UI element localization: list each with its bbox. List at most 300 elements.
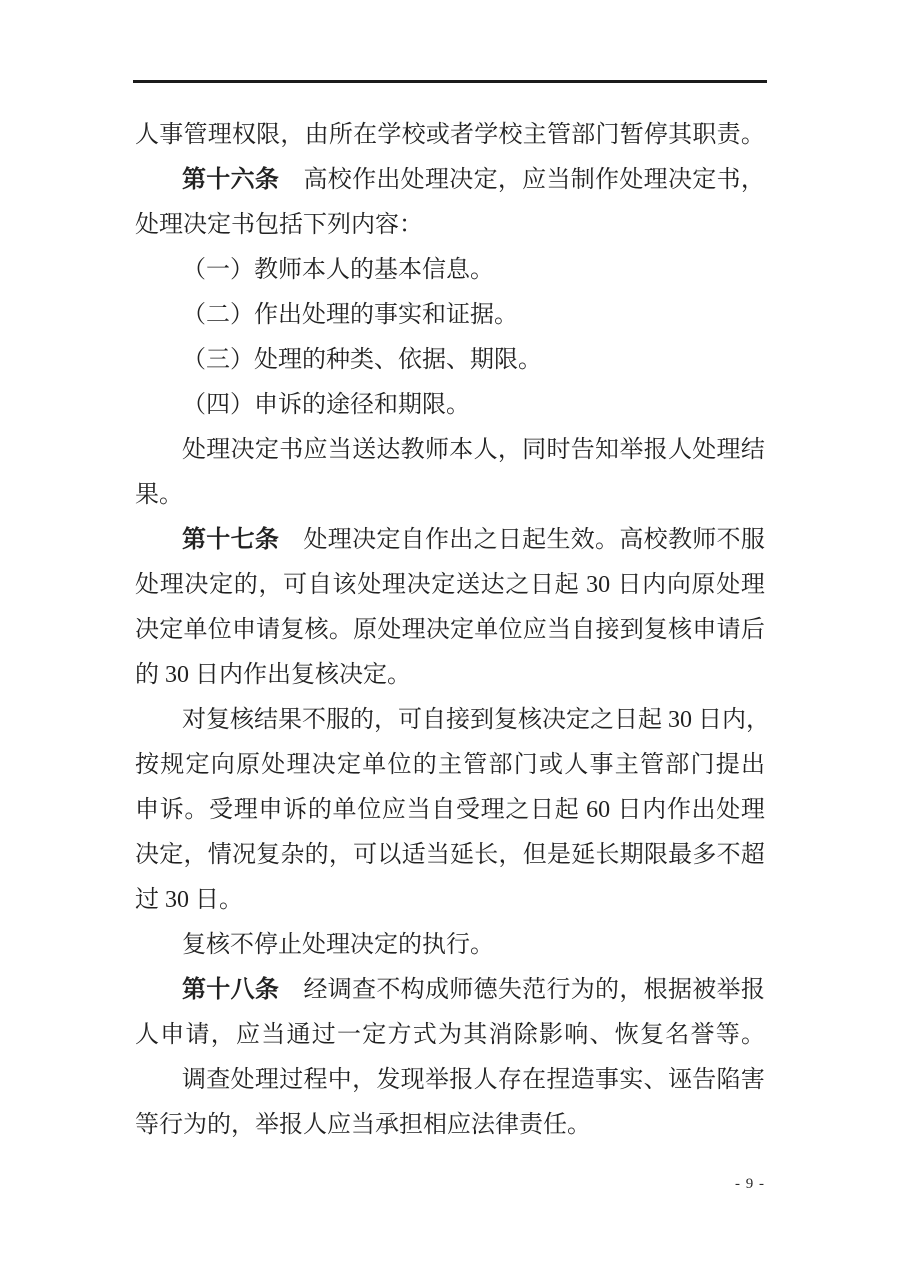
- body-char: 复: [256, 842, 281, 868]
- body-char: 等: [715, 1022, 740, 1048]
- body-char: 理: [207, 122, 232, 148]
- body-char: 单: [332, 797, 357, 823]
- body-char: 报: [449, 1067, 474, 1093]
- body-char: 定: [159, 842, 184, 868]
- body-char: ，: [619, 977, 644, 1003]
- body-char: 学: [377, 122, 402, 148]
- body-char: 定: [209, 572, 234, 598]
- body-char: 主: [522, 122, 547, 148]
- body-char: 日: [617, 797, 642, 823]
- body-char: 理: [233, 797, 258, 823]
- body-char: 人: [135, 122, 159, 148]
- body-char: 原: [353, 617, 378, 643]
- body-char: 日: [617, 572, 642, 598]
- body-char: 后: [740, 617, 765, 643]
- body-char: 决: [542, 707, 566, 733]
- body-char: 定: [692, 167, 717, 193]
- body-char: 师: [449, 977, 474, 1003]
- body-char: 向: [666, 572, 691, 598]
- body-char: 单: [474, 617, 499, 643]
- body-char: 决: [135, 617, 159, 643]
- body-char: 申: [135, 797, 159, 823]
- body-char: 职: [692, 122, 717, 148]
- body-char: 结: [254, 707, 278, 733]
- body-char: 限: [256, 122, 281, 148]
- body-char: 誉: [690, 1022, 715, 1048]
- body-char: 处: [261, 752, 286, 778]
- body-char: 当: [261, 1022, 286, 1048]
- body-char: 不: [716, 842, 741, 868]
- body-char: 申: [692, 617, 717, 643]
- body-char: 情: [207, 842, 232, 868]
- body-char: 门: [595, 122, 620, 148]
- body-char: 的: [350, 707, 374, 733]
- body-char: 决: [406, 572, 431, 598]
- body-char: 处: [400, 167, 425, 193]
- body-char: 定: [337, 752, 361, 778]
- body-char: 陷: [716, 1067, 741, 1093]
- body-char: 过: [279, 1067, 304, 1093]
- body-char: 单: [183, 617, 208, 643]
- body-char: 过: [311, 1022, 336, 1048]
- body-char: 服: [326, 707, 350, 733]
- body-char: 多: [692, 842, 717, 868]
- body-char: 自: [307, 572, 332, 598]
- body-char: 生: [546, 527, 571, 553]
- body-char: 知: [595, 437, 620, 463]
- body-char: 内: [642, 572, 667, 598]
- header-rule: [133, 80, 767, 83]
- text-line: [135, 1058, 765, 1103]
- body-char: 消: [488, 1022, 513, 1048]
- body-char: 当: [327, 437, 352, 463]
- body-char: 理: [740, 797, 765, 823]
- body-char: 、: [643, 1067, 668, 1093]
- body-char: 原: [236, 752, 260, 778]
- text-line: [135, 293, 765, 338]
- body-text: （一）教师本人的基本信息。: [182, 257, 494, 283]
- text-line: [135, 923, 765, 968]
- body-char: 责: [716, 122, 741, 148]
- body-char: 30: [586, 572, 611, 598]
- body-char: 或: [539, 752, 563, 778]
- body-char: 服: [740, 527, 765, 553]
- body-char: 处: [230, 1067, 255, 1093]
- body-char: 请: [185, 1022, 210, 1048]
- body-char: 或: [425, 122, 450, 148]
- text-line: [135, 158, 765, 203]
- body-char: 者: [450, 122, 475, 148]
- body-char: 单: [362, 752, 387, 778]
- body-char: 的: [307, 797, 332, 823]
- body-char: 方: [387, 1022, 412, 1048]
- body-char: 根: [643, 977, 668, 1003]
- body-char: 理: [286, 752, 311, 778]
- page-number: - 9 -: [735, 1176, 765, 1192]
- article-heading-char: 条: [254, 977, 279, 1003]
- body-char: 被: [692, 977, 717, 1003]
- body-char: 不: [376, 977, 401, 1003]
- body-char: 存: [497, 1067, 522, 1093]
- body-text: 过 30 日。: [135, 887, 243, 913]
- article-heading-char: 八: [230, 977, 255, 1003]
- body-char: 对: [182, 707, 206, 733]
- body-char: 受: [455, 797, 480, 823]
- text-line: [135, 248, 765, 293]
- body-char: 诉: [283, 797, 308, 823]
- body-char: 校: [327, 167, 352, 193]
- article-heading-char: 十: [206, 977, 231, 1003]
- body-char: 自: [400, 527, 425, 553]
- body-char: [279, 518, 303, 563]
- text-line: [135, 1013, 765, 1058]
- body-char: 是: [546, 842, 571, 868]
- body-char: 人: [473, 1067, 498, 1093]
- body-char: 的: [595, 977, 620, 1003]
- body-char: 位: [207, 617, 232, 643]
- body-char: ，: [746, 707, 770, 733]
- body-char: 报: [740, 977, 765, 1003]
- body-char: 长: [595, 842, 620, 868]
- body-char: 主: [438, 752, 462, 778]
- body-char: 高: [619, 527, 644, 553]
- body-char: [611, 563, 617, 608]
- body-char: 管: [546, 122, 571, 148]
- body-char: 部: [571, 122, 596, 148]
- body-char: 况: [231, 842, 256, 868]
- body-char: 理: [327, 527, 352, 553]
- text-line: [135, 428, 765, 473]
- body-char: 管: [183, 122, 208, 148]
- body-char: 应: [381, 797, 406, 823]
- body-char: 达: [480, 572, 505, 598]
- body-char: 举: [716, 977, 741, 1003]
- text-line: [135, 698, 770, 743]
- body-char: 适: [401, 842, 426, 868]
- body-char: 应: [522, 167, 547, 193]
- body-char: 书: [279, 437, 304, 463]
- body-char: 定: [473, 167, 498, 193]
- body-char: 作: [352, 167, 377, 193]
- body-char: 告: [570, 437, 595, 463]
- body-text: （三）处理的种类、依据、期限。: [182, 347, 542, 373]
- body-char: 规: [160, 752, 185, 778]
- body-char: 决: [184, 572, 209, 598]
- body-char: 果: [278, 707, 302, 733]
- text-line: [135, 1103, 765, 1148]
- body-char: 出: [741, 752, 765, 778]
- body-char: 理: [643, 167, 668, 193]
- body-char: 日: [614, 707, 638, 733]
- article-heading-char: 六: [230, 167, 255, 193]
- text-line: [135, 743, 765, 788]
- body-char: 其: [463, 1022, 488, 1048]
- body-char: 为: [438, 1022, 462, 1048]
- body-char: ，: [740, 167, 765, 193]
- body-char: 申: [160, 1022, 185, 1048]
- body-char: 送: [352, 437, 377, 463]
- body-char: 教: [667, 527, 692, 553]
- body-char: 延: [450, 842, 475, 868]
- body-char: 事: [589, 752, 614, 778]
- body-char: 恢: [614, 1022, 639, 1048]
- body-char: 人: [473, 437, 498, 463]
- body-char: 处: [619, 167, 644, 193]
- body-char: 停: [643, 122, 668, 148]
- text-line: [135, 518, 765, 563]
- body-char: 为: [570, 977, 595, 1003]
- text-line: [135, 383, 765, 428]
- body-char: 师: [692, 527, 717, 553]
- body-char: 限: [643, 842, 668, 868]
- body-char: [279, 158, 303, 203]
- body-char: 权: [231, 122, 256, 148]
- body-char: 核: [304, 617, 329, 643]
- body-char: 事: [595, 1067, 620, 1093]
- body-char: 出: [449, 527, 474, 553]
- body-char: 起: [554, 797, 579, 823]
- body-char: 捏: [546, 1067, 571, 1093]
- body-char: 可: [398, 707, 422, 733]
- body-char: 复: [643, 617, 668, 643]
- body-char: [579, 563, 585, 608]
- text-line: [135, 608, 765, 653]
- body-char: ，: [352, 1067, 377, 1093]
- body-char: 时: [546, 437, 571, 463]
- body-char: 学: [474, 122, 499, 148]
- body-char: 诉: [159, 797, 184, 823]
- body-char: 复: [280, 617, 305, 643]
- body-char: 送: [455, 572, 480, 598]
- body-char: 成: [424, 977, 449, 1003]
- article-heading-char: 条: [254, 167, 279, 193]
- body-char: 处: [716, 797, 741, 823]
- body-char: 起: [554, 572, 579, 598]
- body-char: 管: [640, 752, 664, 778]
- body-char: 决: [311, 752, 336, 778]
- body-char: 定: [159, 617, 184, 643]
- text-line: [135, 653, 765, 698]
- text-line: [135, 563, 765, 608]
- body-text: （四）申诉的途径和期限。: [182, 392, 470, 418]
- body-char: 人: [667, 437, 692, 463]
- body-char: 害: [740, 1067, 765, 1093]
- body-char: 复: [494, 707, 518, 733]
- body-char: 范: [522, 977, 547, 1003]
- body-char: 除: [513, 1022, 538, 1048]
- body-char: 应: [236, 1022, 260, 1048]
- body-char: 现: [400, 1067, 425, 1093]
- body-char: 的: [304, 842, 329, 868]
- body-char: 日: [530, 797, 554, 823]
- body-char: 主: [614, 752, 639, 778]
- body-char: 定: [185, 752, 210, 778]
- text-line: [135, 833, 765, 878]
- body-char: 处: [716, 572, 741, 598]
- body-char: 起: [638, 707, 662, 733]
- body-char: 申: [258, 797, 283, 823]
- body-char: 的: [412, 752, 437, 778]
- body-char: 高: [303, 167, 328, 193]
- body-char: 60: [586, 797, 611, 823]
- body-char: 自: [431, 797, 456, 823]
- body-char: [611, 788, 617, 833]
- body-char: ，: [210, 1022, 235, 1048]
- body-char: 日: [530, 572, 554, 598]
- article-heading-char: 第: [182, 977, 206, 1003]
- body-char: 结: [740, 437, 765, 463]
- body-char: 失: [497, 977, 522, 1003]
- body-char: 决: [425, 617, 450, 643]
- body-char: 其: [668, 122, 693, 148]
- body-char: 查: [206, 1067, 231, 1093]
- body-char: 调: [327, 977, 352, 1003]
- body-char: 当: [546, 167, 571, 193]
- body-char: 由: [304, 122, 329, 148]
- body-char: 定: [566, 707, 590, 733]
- article-heading-char: 第: [182, 527, 206, 553]
- body-char: 当: [425, 842, 450, 868]
- body-char: 理: [159, 572, 184, 598]
- body-text: 等行为的，举报人应当承担相应法律责任。: [135, 1112, 591, 1138]
- body-text: （二）作出处理的事实和证据。: [182, 302, 518, 328]
- article-heading-char: 第: [182, 167, 206, 193]
- body-char: 内: [722, 707, 746, 733]
- body-char: 出: [691, 797, 716, 823]
- body-char: 的: [233, 572, 258, 598]
- body-char: 行: [546, 977, 571, 1003]
- body-char: 到: [619, 617, 644, 643]
- text-line: [135, 473, 765, 518]
- body-char: 人: [564, 752, 589, 778]
- body-char: 程: [303, 1067, 328, 1093]
- article-heading-char: 条: [254, 527, 279, 553]
- body-char: 门: [690, 752, 715, 778]
- body-char: 之: [473, 527, 498, 553]
- body-char: 复: [206, 707, 230, 733]
- body-char: 理: [381, 572, 406, 598]
- article-heading-char: 十: [206, 527, 231, 553]
- body-char: 向: [210, 752, 235, 778]
- body-char: 受: [209, 797, 234, 823]
- body-char: 起: [522, 527, 547, 553]
- body-char: 位: [357, 797, 382, 823]
- body-char: 应: [303, 437, 328, 463]
- body-char: 经: [303, 977, 328, 1003]
- body-char: 但: [522, 842, 547, 868]
- body-char: 一: [337, 1022, 361, 1048]
- body-char: 德: [473, 977, 498, 1003]
- body-char: 校: [643, 527, 668, 553]
- body-char: 校: [498, 122, 523, 148]
- body-char: 、: [589, 1022, 614, 1048]
- text-line: [135, 113, 765, 158]
- body-char: 接: [446, 707, 470, 733]
- body-char: 理: [401, 617, 426, 643]
- body-char: 自: [571, 617, 596, 643]
- body-char: 接: [595, 617, 620, 643]
- body-char: 定: [254, 437, 279, 463]
- body-char: 造: [570, 1067, 595, 1093]
- body-char: 长: [474, 842, 499, 868]
- body-char: 之: [590, 707, 614, 733]
- body-char: 暂: [619, 122, 644, 148]
- body-char: 报: [643, 437, 668, 463]
- body-char: 。: [328, 617, 353, 643]
- body-char: 人: [135, 1022, 159, 1048]
- body-char: 校: [401, 122, 426, 148]
- body-char: 延: [571, 842, 596, 868]
- body-char: 调: [182, 1067, 206, 1093]
- body-char: 事: [159, 122, 184, 148]
- body-char: 内: [642, 797, 667, 823]
- body-char: 制: [570, 167, 595, 193]
- body-char: 期: [619, 842, 644, 868]
- text-line: [135, 968, 765, 1013]
- body-char: 请: [716, 617, 741, 643]
- body-char: 同: [522, 437, 547, 463]
- body-char: ，: [258, 572, 283, 598]
- body-char: 以: [377, 842, 402, 868]
- body-char: 名: [665, 1022, 690, 1048]
- body-char: 出: [376, 167, 401, 193]
- body-char: 决: [352, 527, 377, 553]
- body-char: 部: [665, 752, 690, 778]
- text-line: [135, 203, 765, 248]
- body-char: 作: [666, 797, 691, 823]
- body-char: 在: [353, 122, 378, 148]
- body-char: 定: [362, 1022, 387, 1048]
- body-char: 。: [740, 122, 765, 148]
- body-char: 日: [497, 527, 522, 553]
- body-char: ，: [498, 842, 523, 868]
- body-char: 定: [431, 572, 456, 598]
- body-char: 理: [740, 572, 765, 598]
- body-char: 理: [480, 797, 505, 823]
- body-char: 。: [595, 527, 620, 553]
- body-char: ，: [183, 842, 208, 868]
- body-char: 之: [505, 797, 530, 823]
- body-char: 位: [498, 617, 523, 643]
- body-char: 理: [206, 437, 231, 463]
- body-char: 超: [740, 842, 765, 868]
- body-char: 理: [424, 167, 449, 193]
- body-text: 果。: [135, 482, 183, 508]
- body-char: 不: [302, 707, 326, 733]
- body-char: 当: [546, 617, 571, 643]
- body-char: 应: [522, 617, 547, 643]
- document-body: [135, 113, 770, 1148]
- article-heading-char: 十: [206, 167, 231, 193]
- body-char: 实: [619, 1067, 644, 1093]
- body-text: 处理决定书包括下列内容：: [135, 212, 423, 238]
- body-char: 原: [691, 572, 716, 598]
- body-char: 作: [424, 527, 449, 553]
- body-char: 。: [741, 1022, 765, 1048]
- body-char: 影: [539, 1022, 563, 1048]
- body-char: 复: [640, 1022, 664, 1048]
- body-char: 处: [303, 527, 328, 553]
- body-text: 复核不停止处理决定的执行。: [182, 932, 494, 958]
- body-char: 处: [135, 572, 159, 598]
- body-char: 核: [518, 707, 542, 733]
- body-char: 所: [328, 122, 353, 148]
- body-char: 杂: [280, 842, 305, 868]
- body-char: 达: [376, 437, 401, 463]
- article-heading-char: 七: [230, 527, 255, 553]
- body-char: 构: [400, 977, 425, 1003]
- body-char: 最: [668, 842, 693, 868]
